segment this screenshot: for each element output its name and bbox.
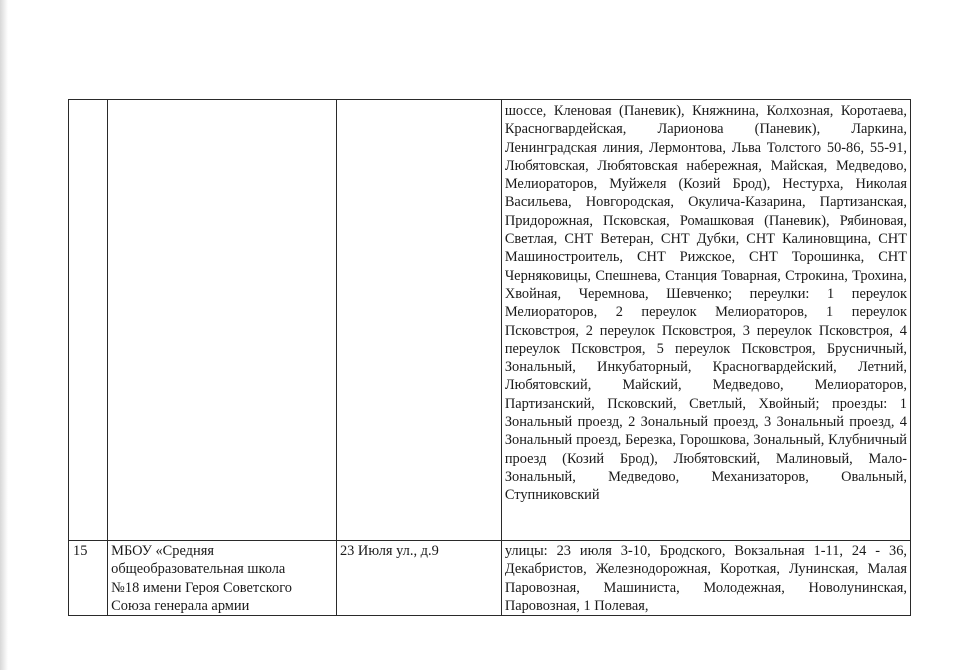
streets-text: шоссе, Кленовая (Паневик), Княжнина, Колхозная, Коротаева, Красногвардейская, Ларионова (Паневик), Ларкина, Ленинградская линия, Лермонтова, Льва Толстого 50-86, 55-91, Любятовская, Любятовская набережная, Майская, Медведово, Мелиораторов, Муйжеля (Козий Брод), Нестурха, Николая Васильева, Новгородская, Окулича-Казарина, Партизанская, Придорожная, Псковская, Ромашковая (Паневик), Рябиновая, Светлая, СНТ Ветеран, СНТ Дубки, СНТ Калиновщина, СНТ Машиностроитель, СНТ Рижское, СНТ Торошинка, СНТ Черняковицы, Спешнева, Станция Товарная, Строкина, Трохина, Хвойная, Черемнова, Шевченко; переулки: 1 переулок Мелиораторов, 2 переулок Мелиораторов, 1 переулок Псковстроя, 2 переулок Псковстроя, 3 переулок Псковстроя, 4 переулок Псковстроя, 5 переулок Псковстроя, Брусничный, Зональный, Инкубаторный, Красногвардейский, Летний, Любятовский, Майский, Медведово, Мелиораторов, Партизанский, Псковский, Светлый, Хвойный; проезды: 1 Зональный проезд, 2 Зональный проезд, 3 Зональный проезд, 4 Зональный проезд, Березка, Горошкова, Зональный, Клубничный проезд (Козий Брод), Любятовский, Малиновый, Мало-Зональный, Медведово, Механизаторов, Овальный, Ступниковский bbox=[504, 103, 907, 504]
streets-cell bbox=[501, 541, 910, 616]
school-name-cell bbox=[108, 541, 337, 616]
school-name-line: Союза генерала армии bbox=[111, 597, 250, 614]
school-address-cell bbox=[336, 100, 501, 541]
row-number-cell bbox=[69, 100, 108, 541]
table-row bbox=[69, 541, 911, 616]
school-name-line: МБОУ «Средняя bbox=[111, 543, 214, 559]
streets-cell bbox=[501, 100, 910, 541]
school-name-line: №18 имени Героя Советского bbox=[111, 579, 292, 596]
schools-table bbox=[68, 99, 911, 616]
school-address-cell: 23 Июля ул., д.9 bbox=[336, 541, 501, 616]
row-number-cell: 15 bbox=[69, 541, 108, 616]
school-name-cell bbox=[108, 100, 337, 541]
page-edge-shadow bbox=[0, 0, 8, 670]
table-row bbox=[69, 100, 911, 541]
school-name-line: общеобразовательная школа bbox=[111, 561, 286, 578]
streets-text: улицы: 23 июля 3-10, Бродского, Вокзальная 1-11, 24 - 36, Декабристов, Железнодорожная, Короткая, Лунинская, Малая Паровозная, Машиниста, Молодежная, Новолунинская, Паровозная, 1 Полевая, bbox=[504, 543, 907, 614]
